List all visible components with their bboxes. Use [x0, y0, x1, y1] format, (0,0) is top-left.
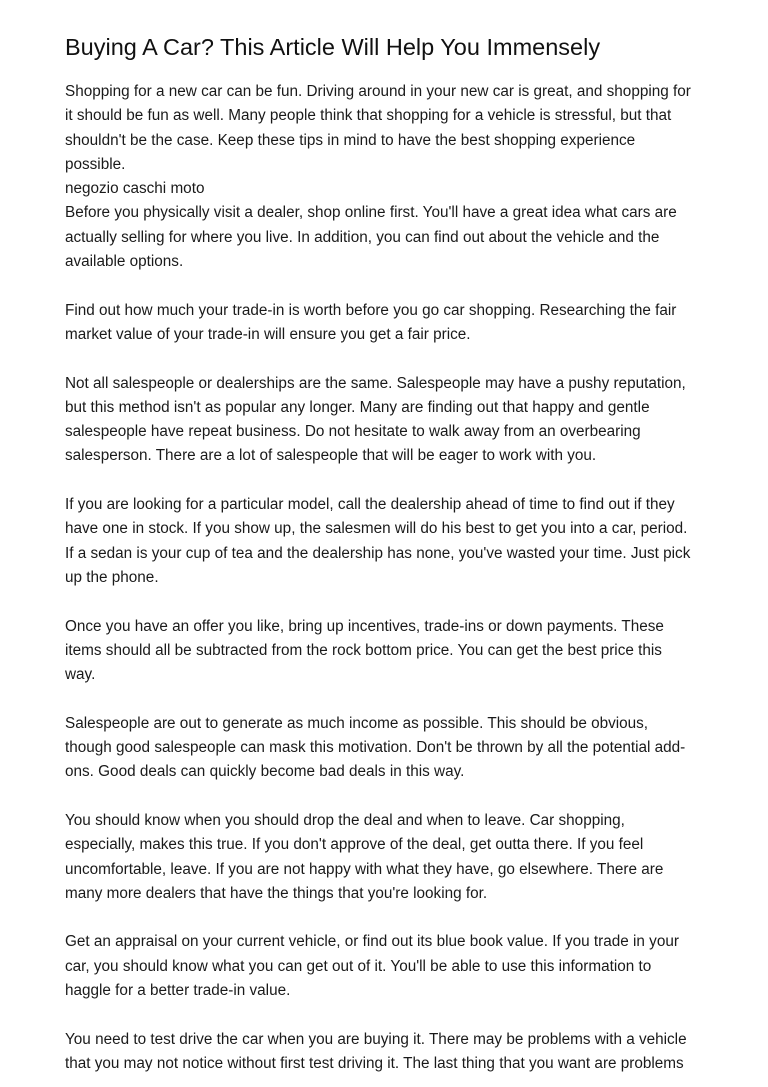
text-line: car, you should know what you can get out of it. You'll be able to use this information to [65, 957, 652, 975]
text-line: it should be fun as well. Many people think that shopping for a vehicle is stressful, but that [65, 107, 672, 125]
paragraph-shop-online [65, 201, 705, 274]
text-line: available options. [65, 253, 184, 271]
text-line: ons. Good deals can quickly become bad deals in this way. [65, 763, 465, 781]
text-line: many more dealers that have the things that you're looking for. [65, 884, 488, 902]
text-line: If a sedan is your cup of tea and the dealership has none, you've wasted your time. Just pick [65, 544, 691, 562]
text-line: Salespeople are out to generate as much income as possible. This should be obvious, [65, 714, 649, 732]
paragraph-appraisal [65, 930, 705, 1003]
paragraph-call-ahead [65, 493, 705, 590]
text-line: Before you physically visit a dealer, shop online first. You'll have a great idea what cars are [65, 204, 677, 222]
text-line: items should all be subtracted from the rock bottom price. You can get the best price this [65, 641, 662, 659]
text-line: have one in stock. If you show up, the salesmen will do his best to get you into a car, period. [65, 520, 688, 538]
paragraph-test-drive [65, 1028, 705, 1077]
text-line: negozio caschi moto [65, 180, 205, 198]
text-line: up the phone. [65, 568, 159, 586]
text-line: You need to test drive the car when you are buying it. There may be problems with a vehicle [65, 1030, 687, 1048]
document-page [65, 30, 705, 1076]
text-line: market value of your trade-in will ensure you get a fair price. [65, 325, 471, 343]
paragraph-incentives [65, 615, 705, 688]
text-line: shouldn't be the case. Keep these tips in mind to have the best shopping experience [65, 131, 636, 149]
text-line: but this method isn't as popular any longer. Many are finding out that happy and gentle [65, 398, 650, 416]
text-line: Get an appraisal on your current vehicle, or find out its blue book value. If you trade in your [65, 933, 679, 951]
text-line: Shopping for a new car can be fun. Driving around in your new car is great, and shopping for [65, 83, 691, 100]
article-title: Buying A Car? This Article Will Help You Immensely [65, 34, 601, 60]
text-line: Not all salespeople or dealerships are the same. Salespeople may have a pushy reputation, [65, 374, 686, 392]
text-line: especially, makes this true. If you don't approve of the deal, get outta there. If you feel [65, 836, 644, 854]
text-line: haggle for a better trade-in value. [65, 981, 291, 999]
text-line: Find out how much your trade-in is worth before you go car shopping. Researching the fair [65, 301, 677, 319]
text-line: salespeople have repeat business. Do not hesitate to walk away from an overbearing [65, 423, 641, 441]
text-line: uncomfortable, leave. If you are not happy with what they have, go elsewhere. There are [65, 860, 664, 878]
paragraph-income [65, 712, 705, 785]
paragraph-intro [65, 80, 705, 177]
text-line: possible. [65, 155, 126, 173]
paragraph-keyword [65, 177, 705, 201]
text-line: You should know when you should drop the deal and when to leave. Car shopping, [65, 811, 625, 829]
text-line: salesperson. There are a lot of salespeople that will be eager to work with you. [65, 447, 597, 465]
paragraph-salespeople [65, 372, 705, 469]
text-line: If you are looking for a particular model, call the dealership ahead of time to find out if they [65, 496, 675, 514]
text-line: actually selling for where you live. In addition, you can find out about the vehicle and the [65, 228, 660, 246]
text-line: Once you have an offer you like, bring up incentives, trade-ins or down payments. These [65, 617, 664, 635]
text-line: though good salespeople can mask this motivation. Don't be thrown by all the potential add- [65, 739, 686, 757]
paragraph-leave [65, 809, 705, 906]
paragraph-trade-in [65, 299, 705, 348]
text-line: that you may not notice without first test driving it. The last thing that you want are problems [65, 1054, 684, 1072]
text-line: way. [65, 666, 96, 684]
